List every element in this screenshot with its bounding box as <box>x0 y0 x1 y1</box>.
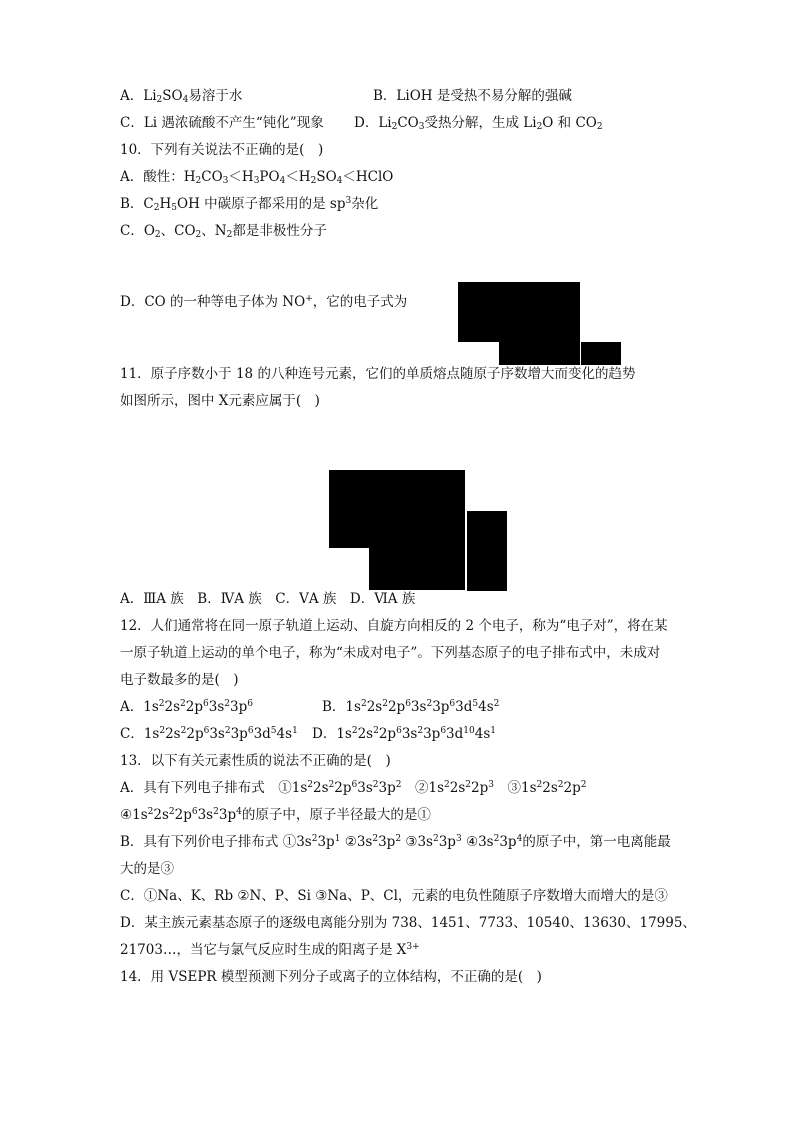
text-run: 2s <box>164 699 181 715</box>
text-run: B．LiOH 是受热不易分解的强碱 <box>373 88 572 104</box>
text-run: 3 <box>418 122 425 132</box>
text-run: 2 <box>158 699 165 709</box>
text-run: D．Li <box>354 115 392 131</box>
text-run: 2 <box>195 230 202 240</box>
text-run: 6 <box>191 807 198 817</box>
text-run: 2 <box>395 834 402 844</box>
text-line-l23 <box>120 940 420 960</box>
text-run: 3d <box>455 699 473 715</box>
text-line-l12 <box>120 643 660 663</box>
text-run: 2 <box>395 780 402 790</box>
text-line-l21 <box>120 886 668 906</box>
text-run: C．O <box>120 223 155 239</box>
text-line-l6 <box>120 221 327 241</box>
electron-formula-image-block-2 <box>499 342 580 365</box>
text-run: 的原子中，原子半径最大的是① <box>241 807 431 823</box>
text-line-l24 <box>120 967 542 987</box>
text-run: 2 <box>557 780 564 790</box>
text-run: 2 <box>373 726 379 736</box>
text-run: SO <box>316 169 337 185</box>
text-run: 2 <box>311 834 318 844</box>
text-run: CO <box>201 169 223 185</box>
text-run: 2 <box>536 780 543 790</box>
text-run: 2p <box>174 807 192 823</box>
text-run: 6 <box>440 726 447 736</box>
text-line-l7 <box>120 292 407 312</box>
text-line-l5 <box>120 194 378 214</box>
text-run: 如图所示，图中 X元素应属于( ) <box>120 393 320 409</box>
text-run: H <box>159 196 172 212</box>
text-run: 1 <box>490 726 496 736</box>
text-run: 14．用 VSEPR 模型预测下列分子或离子的立体结构，不正确的是( ) <box>120 969 542 985</box>
text-run: 13．以下有关元素性质的说法不正确的是( ) <box>120 753 391 769</box>
text-run: ③3s <box>401 834 433 850</box>
text-run: O 和 CO <box>542 115 597 131</box>
text-run: ，它的电子式为 <box>312 294 408 310</box>
text-run: 5 <box>270 726 277 736</box>
text-run: 2 <box>493 699 500 709</box>
text-run: 4s <box>474 726 491 742</box>
text-run: ＜H <box>285 169 311 185</box>
text-run: B．具有下列价电子排布式 ①3s <box>120 834 312 850</box>
text-run: ④3s <box>461 834 494 850</box>
text-run: 2 <box>580 780 587 790</box>
text-run: 2 <box>382 699 388 709</box>
melting-point-chart-image-block-3 <box>467 511 507 591</box>
text-run: 11．原子序数小于 18 的八种连号元素，它们的单质熔点随原子序数增大而变化的趋势 <box>120 366 636 382</box>
text-run: 2 <box>493 834 500 844</box>
text-run: 3p <box>438 834 456 850</box>
text-run: 2 <box>444 780 450 790</box>
text-run: 3s <box>401 726 418 742</box>
text-run: A．具有下列电子排布式 ①1s <box>120 780 308 796</box>
text-run: 10．下列有关说法不正确的是( ) <box>120 142 324 158</box>
text-run: 3s <box>197 807 214 823</box>
text-run: 2 <box>351 726 358 736</box>
text-run: ④1s <box>120 807 148 823</box>
text-line-l15b <box>312 724 496 744</box>
text-run: 2p <box>378 726 397 742</box>
text-run: 大的是③ <box>120 861 174 877</box>
text-run: 2 <box>180 726 187 736</box>
text-run: 2 <box>224 699 231 709</box>
melting-point-chart-image-block-1 <box>329 470 465 548</box>
text-run: CO <box>397 115 419 131</box>
text-line-l22 <box>120 913 696 933</box>
text-run: PO <box>259 169 280 185</box>
text-run: 6 <box>203 726 210 736</box>
text-run: A．ⅢA 族 B．ⅣA 族 C．ⅤA 族 D．ⅥA 族 <box>120 591 416 607</box>
text-line-l13 <box>120 670 239 690</box>
text-run: 4s <box>276 726 293 742</box>
text-run: 2 <box>154 230 161 240</box>
text-run: D．某主族元素基态原子的逐级电离能分别为 738、1451、7733、10540、13630、17995、 <box>120 915 696 931</box>
text-run: 3p <box>317 834 335 850</box>
text-run: 2 <box>465 780 472 790</box>
text-run: ②1s <box>401 780 445 796</box>
text-line-l8 <box>120 364 635 384</box>
text-run: 2s <box>366 699 383 715</box>
text-run: 2s <box>165 726 181 742</box>
text-run: + <box>305 294 313 304</box>
text-run: 6 <box>247 726 254 736</box>
text-line-l15 <box>120 724 298 744</box>
text-run: 2 <box>310 176 317 186</box>
text-line-l14 <box>120 697 253 717</box>
text-run: 2 <box>360 699 367 709</box>
text-run: 3 <box>488 780 494 790</box>
text-run: 1 <box>292 726 298 736</box>
text-run: 电子数最多的是( ) <box>120 672 239 688</box>
text-run: 5 <box>472 699 479 709</box>
text-run: 12．人们通常将在同一原子轨道上运动、自旋方向相反的 2 个电子，称为“电子对”，将在某 <box>120 618 668 634</box>
text-line-l2b <box>354 113 603 133</box>
text-run: 2 <box>417 726 424 736</box>
text-run: 易溶于水 <box>188 88 243 104</box>
text-run: 2s <box>153 807 169 823</box>
text-run: C．1s <box>120 726 160 742</box>
text-run: 2s <box>313 780 329 796</box>
text-run: ③1s <box>493 780 537 796</box>
text-run: 6 <box>247 699 253 709</box>
text-run: ＜H <box>228 169 254 185</box>
text-run: 2 <box>159 726 166 736</box>
text-run: 2 <box>168 807 175 817</box>
text-run: 2 <box>226 230 233 240</box>
text-run: 4 <box>336 176 343 186</box>
electron-formula-image-block-1 <box>458 282 580 342</box>
text-line-l11 <box>120 616 668 636</box>
text-run: 2 <box>536 122 543 132</box>
text-line-l1 <box>120 86 242 106</box>
text-run: 、CO <box>160 223 196 239</box>
text-run: 2 <box>372 834 379 844</box>
text-run: 2 <box>147 807 154 817</box>
text-run: 3s <box>357 780 373 796</box>
text-run: 3s <box>208 699 225 715</box>
text-run: SO <box>162 88 183 104</box>
text-line-l17 <box>120 778 586 798</box>
text-run: 6 <box>449 699 456 709</box>
text-run: 受热分解，生成 Li <box>424 115 537 131</box>
text-run: 2 <box>180 699 186 709</box>
text-run: 2 <box>307 780 314 790</box>
text-run: A．酸性：H <box>120 169 196 185</box>
text-run: 2 <box>596 122 603 132</box>
text-line-l19 <box>120 832 671 852</box>
text-run: 3p <box>432 699 450 715</box>
text-run: 杂化 <box>351 196 379 212</box>
text-run: 3 <box>345 196 352 206</box>
text-line-l10 <box>120 589 415 609</box>
text-run: 、N <box>201 223 227 239</box>
text-run: 2p <box>471 780 489 796</box>
text-run: 2p <box>185 699 204 715</box>
text-run: 6 <box>405 699 411 709</box>
text-run: 4 <box>182 95 189 105</box>
text-line-l16 <box>120 751 391 771</box>
text-run: 3p <box>378 780 396 796</box>
text-run: 3+ <box>406 942 420 952</box>
text-run: 2 <box>432 834 439 844</box>
text-run: 一原子轨道上运动的单个电子，称为“未成对电子”。下列基态原子的电子排布式中，未成对 <box>120 645 661 661</box>
text-run: ②3s <box>340 834 373 850</box>
text-run: 3p <box>218 807 237 823</box>
text-run: 2p <box>387 699 406 715</box>
text-run: 3s <box>209 726 225 742</box>
text-line-l1b <box>373 86 572 106</box>
text-run: 2 <box>213 807 219 817</box>
text-run: 2 <box>372 780 379 790</box>
text-run: 2p <box>186 726 204 742</box>
text-run: 3p <box>378 834 396 850</box>
text-run: D．CO 的一种等电子体为 NO <box>120 294 306 310</box>
text-run: 6 <box>396 726 402 736</box>
text-run: 2 <box>328 780 335 790</box>
text-run: 3 <box>455 834 462 844</box>
text-run: 2 <box>195 176 202 186</box>
text-run: 4 <box>279 176 286 186</box>
text-run: C．①Na、K、Rb ②N、P、Si ③Na、P、Cl，元素的电负性随原子序数增大而增大的是③ <box>120 888 668 904</box>
text-run: 4 <box>516 834 523 844</box>
text-run: 2 <box>391 122 398 132</box>
text-run: A．Li <box>120 88 157 104</box>
text-run: D．1s <box>312 726 352 742</box>
text-run: 2s <box>542 780 558 796</box>
text-run: 2s <box>357 726 374 742</box>
text-run: 的原子中，第一电离能最 <box>522 834 671 850</box>
text-run: 都是非极性分子 <box>232 223 327 239</box>
text-run: 3p <box>499 834 517 850</box>
text-run: 10 <box>463 726 475 736</box>
text-run: OH 中碳原子都采用的是 sp <box>177 196 346 212</box>
text-run: 2 <box>156 95 163 105</box>
text-run: 5 <box>171 203 177 213</box>
text-line-l20 <box>120 859 174 879</box>
text-run: A．1s <box>120 699 159 715</box>
text-run: 3s <box>410 699 427 715</box>
electron-formula-image-block-3 <box>581 342 621 365</box>
text-run: 3p <box>230 699 248 715</box>
text-line-l3 <box>120 140 323 160</box>
text-run: 2 <box>426 699 433 709</box>
text-run: 4s <box>478 699 494 715</box>
text-line-l18 <box>120 805 431 825</box>
text-run: 6 <box>203 699 209 709</box>
text-run: 3d <box>446 726 464 742</box>
text-run: C．Li 遇浓硫酸不产生“钝化”现象 <box>120 115 324 131</box>
text-run: 2p <box>334 780 352 796</box>
text-run: B．C <box>120 196 154 212</box>
text-run: ＜HClO <box>342 169 394 185</box>
text-run: 3 <box>253 176 260 186</box>
text-line-l4 <box>120 167 393 187</box>
text-run: 3d <box>253 726 271 742</box>
text-run: 2s <box>449 780 466 796</box>
text-run: 21703…，当它与氯气反应时生成的阳离子是 X <box>120 942 407 958</box>
text-line-l14b <box>322 697 499 717</box>
text-run: 2 <box>153 203 160 213</box>
text-run: 3p <box>423 726 441 742</box>
text-run: 2p <box>563 780 581 796</box>
melting-point-chart-image-block-2 <box>369 548 465 590</box>
text-line-l9 <box>120 391 320 411</box>
text-run: 4 <box>236 807 242 817</box>
text-run: 3 <box>222 176 229 186</box>
text-run: 6 <box>351 780 358 790</box>
text-line-l2 <box>120 113 324 133</box>
text-run: 1 <box>334 834 341 844</box>
text-run: 2 <box>224 726 231 736</box>
text-run: B．1s <box>322 699 361 715</box>
text-run: 3p <box>230 726 248 742</box>
